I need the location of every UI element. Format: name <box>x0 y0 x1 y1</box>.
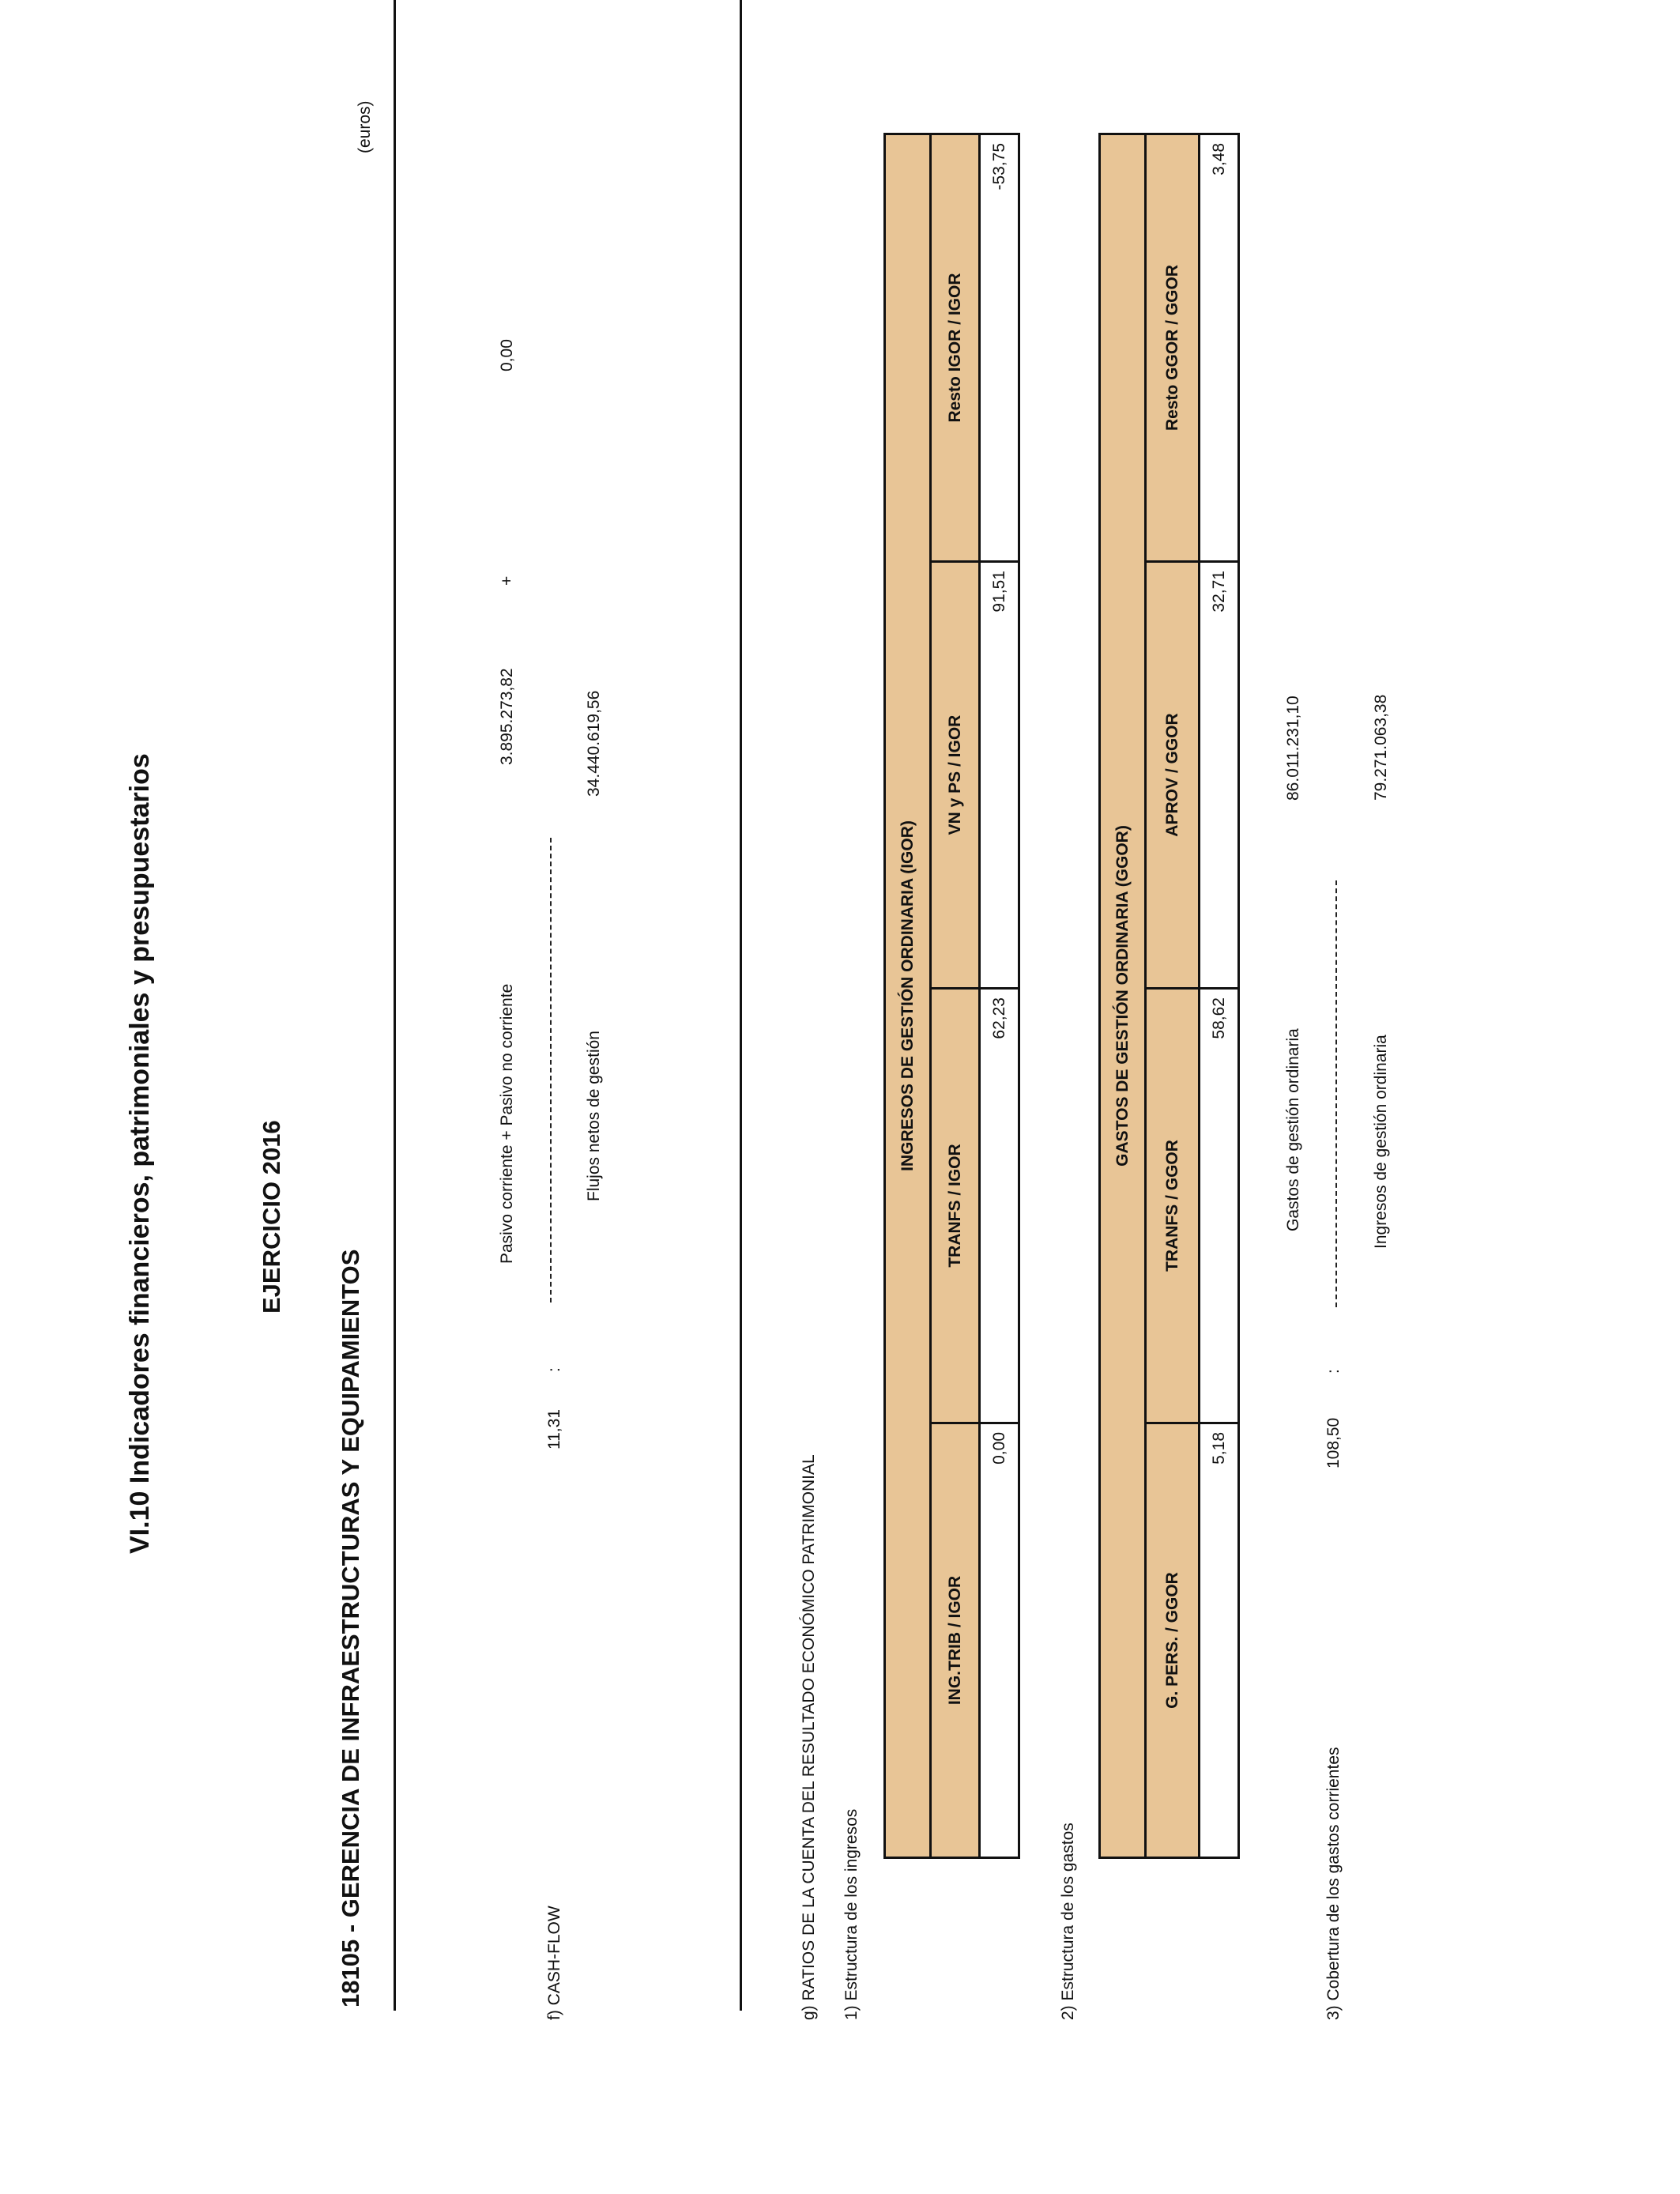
income-col-vn-ps: VN y PS / IGOR <box>931 562 980 989</box>
expense-structure-table <box>1098 133 1240 1859</box>
middle-rule <box>740 0 742 2011</box>
coverage-denominator-label: Ingresos de gestión ordinaria <box>1372 1035 1390 1249</box>
expense-value-tranfs: 58,62 <box>1200 989 1239 1423</box>
income-value-tranfs: 62,23 <box>980 989 1019 1423</box>
income-col-tranfs: TRANFS / IGOR <box>931 989 980 1423</box>
plus-sign: + <box>498 575 516 586</box>
coverage-result: 108,50 <box>1324 1417 1343 1468</box>
expense-table-title: GASTOS DE GESTIÓN ORDINARIA (GGOR) <box>1100 134 1146 1857</box>
expense-value-resto: 3,48 <box>1200 134 1239 561</box>
cash-flow-colon: : <box>545 1367 563 1372</box>
income-value-ing-trib: 0,00 <box>980 1423 1019 1858</box>
cash-flow-denominator-label: Flujos netos de gestión <box>585 1031 603 1201</box>
page-title: VI.10 Indicadores financieros, patrimoniales y presupuestarios <box>125 753 155 1554</box>
expense-value-aprov: 32,71 <box>1200 562 1239 989</box>
cash-flow-denominator-value: 34.440.619,56 <box>585 690 603 797</box>
coverage-colon: : <box>1324 1369 1343 1374</box>
income-col-resto: Resto IGOR / IGOR <box>931 134 980 562</box>
expense-col-aprov: APROV / GGOR <box>1146 562 1200 989</box>
cash-flow-result: 11,31 <box>545 1409 563 1449</box>
income-value-vn-ps: 91,51 <box>980 562 1019 989</box>
expense-col-resto: Resto GGOR / GGOR <box>1146 134 1200 561</box>
income-value-resto: -53,75 <box>980 134 1019 562</box>
coverage-numerator-value: 86.011.231,10 <box>1284 696 1302 801</box>
cash-flow-label: f) CASH-FLOW <box>545 1906 563 2020</box>
coverage-numerator-label: Gastos de gestión ordinaria <box>1284 1028 1302 1231</box>
exercise-heading: EJERCICIO 2016 <box>258 1120 285 1314</box>
income-structure-table <box>883 133 1020 1859</box>
units-label: (euros) <box>356 100 374 153</box>
expense-structure-label: 2) Estructura de los gastos <box>1059 1823 1077 2020</box>
expense-col-tranfs: TRANFS / GGOR <box>1146 989 1200 1423</box>
income-structure-label: 1) Estructura de los ingresos <box>842 1808 861 2020</box>
top-rule <box>394 0 396 2011</box>
coverage-fraction-line <box>1335 880 1337 1307</box>
income-col-ing-trib: ING.TRIB / IGOR <box>931 1423 980 1858</box>
cash-flow-numerator-label: Pasivo corriente + Pasivo no corriente <box>498 983 516 1264</box>
coverage-label: 3) Cobertura de los gastos corrientes <box>1324 1747 1343 2020</box>
expense-col-g-pers: G. PERS. / GGOR <box>1146 1423 1200 1858</box>
cash-flow-fraction-line <box>550 838 552 1302</box>
expense-value-g-pers: 5,18 <box>1200 1423 1239 1858</box>
cash-flow-numerator-value-2: 0,00 <box>498 339 516 371</box>
entity-heading: 18105 - GERENCIA DE INFRAESTRUCTURAS Y EQUIPAMIENTOS <box>337 1249 364 2007</box>
ratios-section-label: g) RATIOS DE LA CUENTA DEL RESULTADO ECONÓMICO PATRIMONIAL <box>800 1454 818 2020</box>
income-table-title: INGRESOS DE GESTIÓN ORDINARIA (IGOR) <box>885 134 931 1858</box>
coverage-denominator-value: 79.271.063,38 <box>1372 694 1390 801</box>
cash-flow-numerator-value-1: 3.895.273,82 <box>498 668 516 765</box>
